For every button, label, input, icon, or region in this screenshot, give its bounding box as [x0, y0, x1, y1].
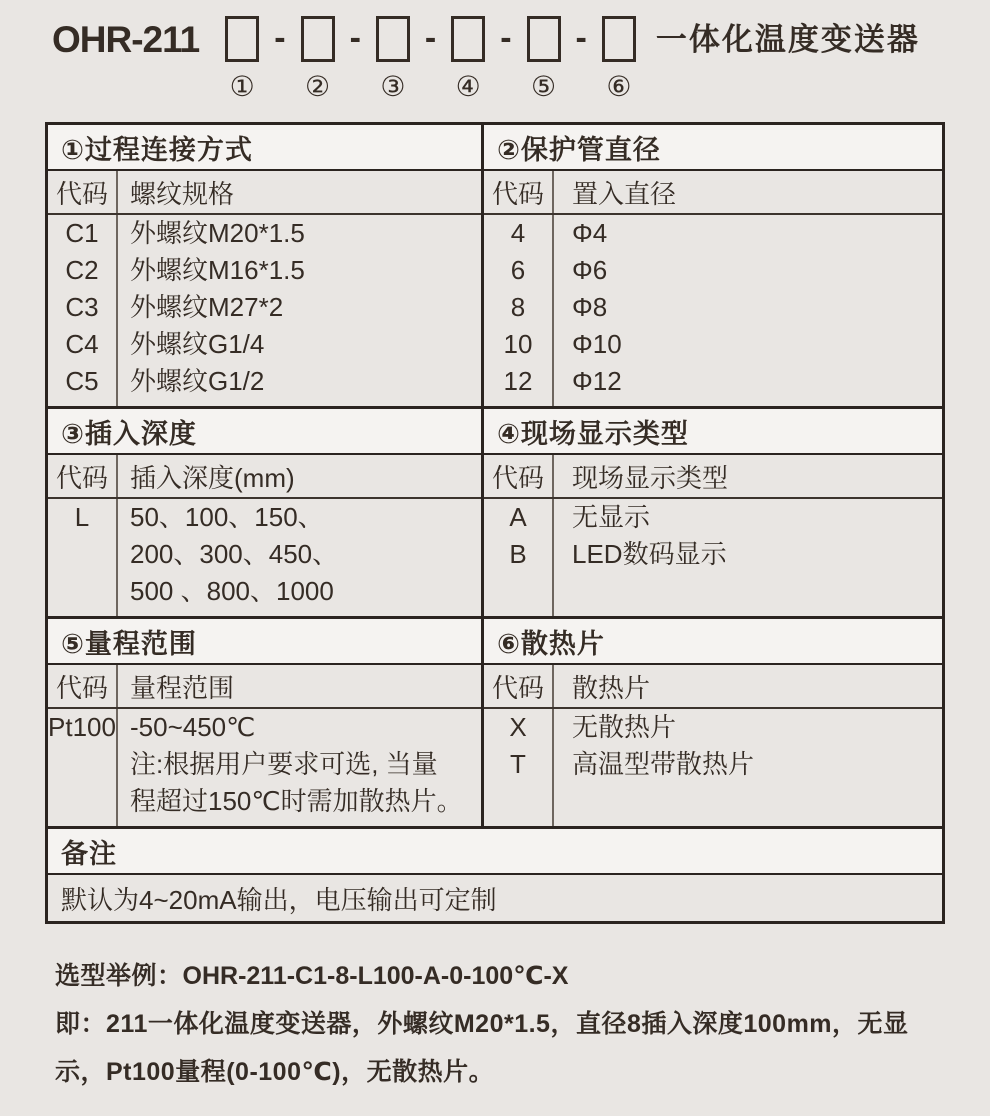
description-list	[118, 499, 481, 616]
code-list	[484, 499, 554, 616]
description-list	[118, 709, 481, 826]
example-explanation-line-2: 示，Pt100量程(0-100℃)，无散热片。	[55, 1058, 495, 1086]
code-value: T	[510, 749, 526, 779]
dash-separator: -	[575, 19, 587, 57]
section-6-title: ⑥散热片	[484, 619, 942, 665]
value-column-header: 置入直径	[572, 178, 677, 209]
section-protection-tube-diameter	[484, 125, 942, 406]
value-column-header: 量程范围	[130, 672, 235, 703]
model-code-slot-5	[525, 16, 563, 102]
explain-label: 即：	[55, 1010, 107, 1038]
product-name: 一体化温度变送器	[655, 22, 920, 57]
code-box-3	[376, 16, 410, 62]
spec-table	[45, 122, 945, 924]
code-value: Pt100	[48, 712, 116, 742]
selection-example	[55, 952, 990, 1096]
description-value: Φ12	[572, 366, 622, 396]
section-2-rows	[484, 215, 942, 406]
code-column-header: 代码	[484, 665, 554, 707]
position-number-1: ①	[229, 71, 255, 102]
section-heat-sink	[484, 619, 942, 826]
description-value: 外螺纹M27*2	[130, 292, 284, 322]
example-label: 选型举例：	[55, 962, 183, 990]
description-value: 无散热片	[572, 712, 677, 742]
code-column-header: 代码	[48, 455, 118, 497]
description-value: LED数码显示	[572, 539, 727, 569]
code-column-header: 代码	[48, 665, 118, 707]
example-code: OHR-211-C1-8-L100-A-0-100℃-X	[182, 962, 569, 990]
code-value: B	[509, 539, 527, 569]
code-value: C5	[65, 366, 99, 396]
section-3-column-headers	[48, 455, 481, 499]
description-value: 外螺纹G1/4	[130, 329, 265, 359]
remark-content: 默认为4~20mA输出，电压输出可定制	[61, 884, 497, 915]
description-value: -50~450℃	[130, 712, 256, 742]
code-box-1	[225, 16, 259, 62]
model-code-slot-2	[299, 16, 337, 102]
section-5-rows	[48, 709, 481, 826]
value-column-header: 插入深度(mm)	[130, 462, 295, 493]
band-1	[48, 125, 942, 406]
code-value: 12	[503, 366, 533, 396]
model-code-slot-1	[223, 16, 261, 102]
band-3	[48, 616, 942, 826]
code-value: L	[74, 502, 90, 532]
remark-band	[48, 826, 942, 921]
section-1-title: ①过程连接方式	[48, 125, 481, 171]
section-5-title: ⑤量程范围	[48, 619, 481, 665]
section-measuring-range	[48, 619, 484, 826]
section-4-title: ④现场显示类型	[484, 409, 942, 455]
description-list	[554, 709, 942, 826]
description-list	[118, 215, 481, 406]
code-box-5	[527, 16, 561, 62]
code-value: 4	[510, 218, 526, 248]
position-number-3: ③	[380, 71, 406, 102]
code-column-header: 代码	[484, 455, 554, 497]
code-value: A	[509, 502, 527, 532]
section-insertion-depth	[48, 409, 484, 616]
section-6-rows	[484, 709, 942, 826]
code-list	[484, 215, 554, 406]
explain-text-1: 211一体化温度变送器，外螺纹M20*1.5，直径8插入深度100mm，无显	[106, 1010, 909, 1038]
description-value: 无显示	[572, 502, 651, 532]
model-header	[0, 0, 990, 102]
description-value: 高温型带散热片	[572, 749, 755, 779]
dash-separator: -	[349, 19, 361, 57]
code-value: C2	[65, 255, 99, 285]
dash-separator: -	[274, 19, 286, 57]
description-value: 500 、800、1000	[130, 576, 334, 606]
description-value: 外螺纹M16*1.5	[130, 255, 305, 285]
section-display-type	[484, 409, 942, 616]
description-value: 外螺纹M20*1.5	[130, 218, 305, 248]
description-value: Φ10	[572, 329, 622, 359]
section-1-rows	[48, 215, 481, 406]
value-column-header: 散热片	[572, 672, 651, 703]
value-column-header: 螺纹规格	[130, 178, 235, 209]
section-2-title: ②保护管直径	[484, 125, 942, 171]
position-number-2: ②	[305, 71, 331, 102]
description-value: 注:根据用户要求可选, 当量	[130, 749, 438, 779]
section-3-title: ③插入深度	[48, 409, 481, 455]
model-code-slot-3	[374, 16, 412, 102]
section-3-rows	[48, 499, 481, 616]
value-column-header: 现场显示类型	[572, 462, 729, 493]
dash-separator: -	[424, 19, 437, 57]
position-number-5: ⑤	[530, 71, 557, 102]
code-box-6	[602, 16, 636, 62]
description-list	[554, 215, 942, 406]
code-value: 10	[503, 329, 533, 359]
section-5-column-headers	[48, 665, 481, 709]
description-value: 50、100、150、	[130, 502, 324, 532]
code-value: 6	[510, 255, 526, 285]
code-column-header: 代码	[484, 171, 554, 213]
band-2	[48, 406, 942, 616]
code-value: C4	[65, 329, 99, 359]
description-value: Φ6	[572, 255, 608, 285]
code-value: C3	[65, 292, 99, 322]
section-4-column-headers	[484, 455, 942, 499]
section-2-column-headers	[484, 171, 942, 215]
position-number-6: ⑥	[606, 71, 632, 102]
code-list	[484, 709, 554, 826]
model-code-slot-4	[449, 16, 487, 102]
code-list	[48, 709, 118, 826]
code-list	[48, 499, 118, 616]
code-box-2	[301, 16, 335, 62]
code-box-4	[451, 16, 485, 62]
description-list	[554, 499, 942, 616]
code-value: 8	[510, 292, 526, 322]
dash-separator: -	[500, 19, 512, 57]
description-value: 200、300、450、	[130, 539, 339, 569]
position-number-4: ④	[455, 71, 481, 102]
description-value: 外螺纹G1/2	[130, 366, 265, 396]
section-4-rows	[484, 499, 942, 616]
code-column-header: 代码	[48, 171, 118, 213]
remark-title: 备注	[48, 829, 942, 875]
section-process-connection	[48, 125, 484, 406]
description-value: 程超过150℃时需加散热片。	[130, 786, 463, 816]
code-value: X	[509, 712, 527, 742]
description-value: Φ8	[572, 292, 608, 322]
example-line	[55, 952, 990, 1000]
code-value: C1	[65, 218, 99, 248]
code-list	[48, 215, 118, 406]
section-6-column-headers	[484, 665, 942, 709]
section-1-column-headers	[48, 171, 481, 215]
model-code-slot-6	[600, 16, 638, 102]
model-number: OHR-211	[52, 19, 200, 60]
description-value: Φ4	[572, 218, 608, 248]
example-explanation-line-1	[55, 1000, 990, 1048]
